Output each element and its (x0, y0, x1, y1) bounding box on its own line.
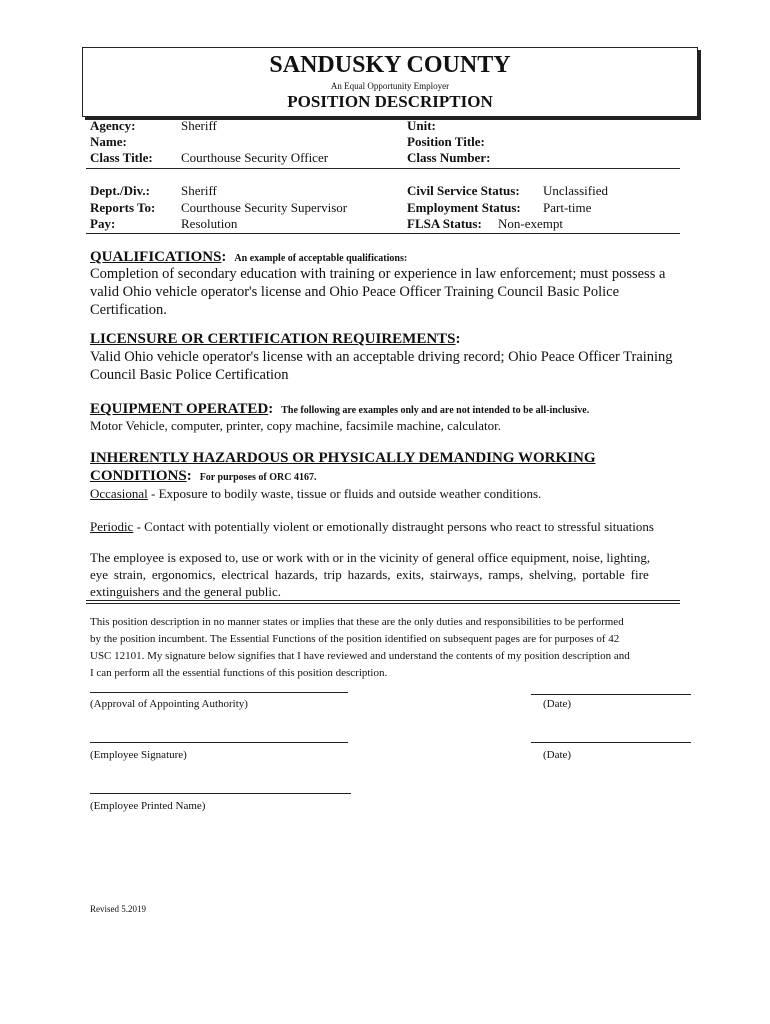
county-title: SANDUSKY COUNTY (269, 52, 511, 78)
approval-signature-line[interactable] (90, 692, 348, 693)
disclaimer-text (90, 614, 630, 682)
hazards-title-line1: INHERENTLY HAZARDOUS OR PHYSICALLY DEMANDING WORKING (90, 450, 596, 466)
employee-signature-label: (Employee Signature) (90, 749, 187, 761)
text-line: This position description in no manner states or implies that these are the only duties and responsibilities to be performed (90, 616, 624, 628)
class-number-label: Class Number: (407, 150, 491, 165)
agency-label: Agency: (90, 118, 136, 133)
unit-label: Unit: (407, 118, 436, 133)
name-label: Name: (90, 134, 127, 149)
occasional-label: Occasional (90, 486, 148, 501)
text-line: Valid Ohio vehicle operator's license with an acceptable driving record; Ohio Peace Officer Training (90, 349, 673, 365)
text-line: extinguishers and the general public. (90, 584, 281, 599)
equipment-title: EQUIPMENT OPERATED (90, 401, 269, 417)
flsa-status-label: FLSA Status: (407, 216, 482, 231)
flsa-status-value: Non-exempt (498, 216, 563, 231)
text-line: Completion of secondary education with training or experience in law enforcement; must possess a (90, 266, 666, 282)
hazards-heading-line2: CONDITIONS: For purposes of ORC 4167. (90, 468, 317, 484)
text-line: eye strain, ergonomics, electrical hazards, trip hazards, exits, stairways, ramps, shelving, portable fire (90, 567, 649, 582)
class-title-label: Class Title: (90, 150, 153, 165)
approval-label: (Approval of Appointing Authority) (90, 698, 248, 710)
periodic-text (90, 518, 654, 535)
dept-label: Dept./Div.: (90, 183, 150, 198)
printed-name-label: (Employee Printed Name) (90, 800, 206, 812)
licensure-heading: LICENSURE OR CERTIFICATION REQUIREMENTS: (90, 331, 461, 347)
occasional-desc: - Exposure to bodily waste, tissue or fluids and outside weather conditions. (147, 486, 542, 501)
equipment-note: The following are examples only and are not intended to be all-inclusive. (281, 405, 590, 416)
reports-to-label: Reports To: (90, 200, 156, 215)
double-rule (86, 600, 680, 604)
class-title-value: Courthouse Security Officer (181, 150, 329, 165)
exposure-text (90, 549, 690, 600)
date-label: (Date) (543, 749, 572, 761)
equipment-text: Motor Vehicle, computer, printer, copy machine, facsimile machine, calculator. (90, 418, 501, 433)
reports-to-value: Courthouse Security Supervisor (181, 200, 348, 215)
licensure-title: LICENSURE OR CERTIFICATION REQUIREMENTS (90, 331, 456, 347)
dept-value: Sheriff (181, 183, 217, 198)
hazards-note: For purposes of ORC 4167. (199, 472, 317, 483)
occasional-text (90, 485, 541, 502)
text-line: USC 12101. My signature below signifies that I have reviewed and understand the contents of my position description and (90, 650, 630, 662)
hazards-title-line2: CONDITIONS (90, 468, 187, 484)
text-line: I can perform all the essential functions of this position description. (90, 667, 388, 679)
employment-status-label: Employment Status: (407, 200, 521, 215)
printed-name-line[interactable] (90, 793, 351, 794)
text-line: valid Ohio vehicle operator's license and Ohio Peace Officer Training Council Basic Police (90, 284, 620, 300)
employee-signature-line[interactable] (90, 742, 348, 743)
date-label: (Date) (543, 698, 572, 710)
periodic-desc: - Contact with potentially violent or emotionally distraught persons who react to stressful situations (133, 519, 654, 534)
text-line: by the position incumbent. The Essential Functions of the position identified on subsequent pages are for purposes of 42 (90, 633, 620, 645)
text-line: Council Basic Police Certification (90, 367, 289, 383)
position-title-label: Position Title: (407, 134, 485, 149)
text-line: Certification. (90, 302, 167, 318)
civil-service-value: Unclassified (543, 183, 608, 198)
qualifications-note: An example of acceptable qualifications: (234, 253, 408, 264)
employee-date-line[interactable] (531, 742, 691, 743)
civil-service-label: Civil Service Status: (407, 183, 520, 198)
divider-rule (86, 233, 680, 234)
agency-value: Sheriff (181, 118, 217, 133)
approval-date-line[interactable] (531, 694, 691, 695)
qualifications-title: QUALIFICATIONS (90, 249, 222, 265)
equipment-heading: EQUIPMENT OPERATED: The following are examples only and are not intended to be all-inclusive. (90, 401, 590, 417)
text-line: The employee is exposed to, use or work with or in the vicinity of general office equipment, noise, lighting, (90, 550, 651, 565)
pay-label: Pay: (90, 216, 116, 231)
divider-rule (86, 168, 680, 169)
periodic-label: Periodic (90, 519, 134, 534)
qualifications-text (90, 265, 665, 319)
qualifications-heading: QUALIFICATIONS: An example of acceptable qualifications: (90, 249, 408, 265)
licensure-text (90, 348, 673, 384)
document-title: POSITION DESCRIPTION (287, 92, 493, 111)
eoe-subtitle: An Equal Opportunity Employer (330, 81, 450, 91)
revised-date: Revised 5.2019 (90, 904, 146, 914)
pay-value: Resolution (181, 216, 238, 231)
employment-status-value: Part-time (543, 200, 592, 215)
